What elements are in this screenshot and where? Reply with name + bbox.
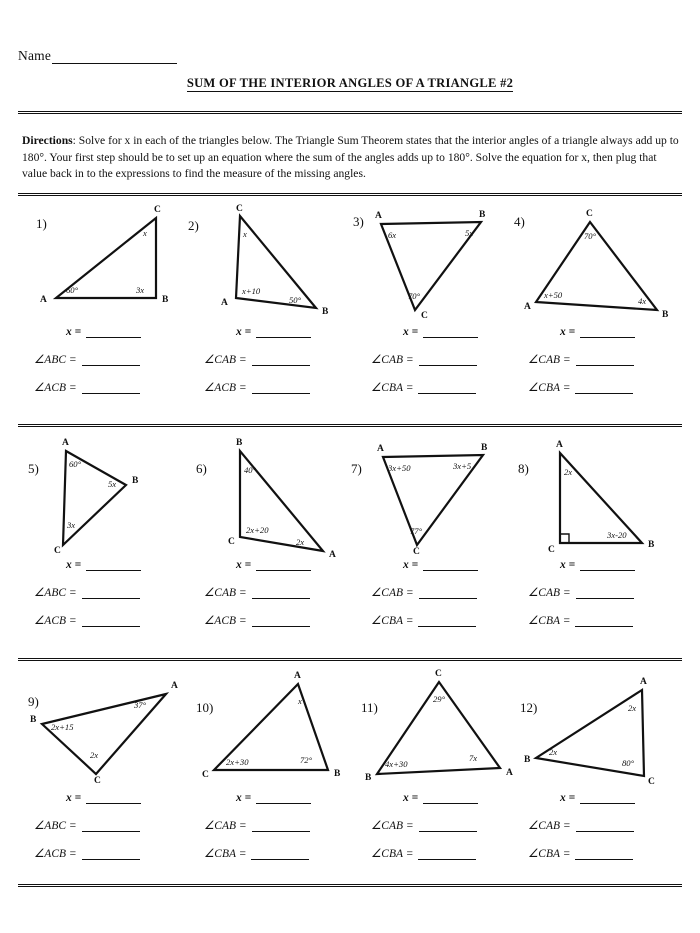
answer-blank[interactable]: [252, 354, 310, 366]
answer-blank[interactable]: [256, 326, 311, 338]
vertex-label-c: C: [236, 204, 243, 214]
vertex-label-c: C: [94, 776, 101, 786]
problem-10: [188, 666, 358, 886]
divider-row2: [18, 424, 682, 427]
answer-label: ∠ABC =: [34, 820, 77, 832]
vertex-label-b: B: [365, 773, 372, 783]
problem-5: [18, 433, 188, 653]
answer-row-x: [355, 792, 530, 804]
answer-label: ∠ABC =: [34, 587, 77, 599]
answer-label: ∠CBA =: [371, 382, 414, 394]
answer-row-angle: [18, 818, 193, 832]
answer-label: ∠ABC =: [34, 354, 77, 366]
answer-blank[interactable]: [82, 820, 140, 832]
answer-row-angle: [18, 846, 193, 860]
answer-blank[interactable]: [86, 559, 141, 571]
angle-label: 7x: [469, 753, 478, 763]
angle-label: 2x: [628, 703, 637, 713]
triangle-outline: [42, 694, 166, 774]
vertex-label-a: A: [556, 440, 563, 450]
angle-label: 2x+30: [226, 757, 249, 767]
vertex-label-c: C: [548, 545, 555, 555]
vertex-label-b: B: [30, 715, 37, 725]
answer-row-angle: [512, 380, 687, 394]
answer-blanks: [355, 326, 530, 408]
answer-blanks: [355, 559, 530, 641]
answer-row-angle: [18, 585, 193, 599]
answer-blank[interactable]: [423, 792, 478, 804]
angle-label: 29°: [433, 694, 446, 704]
vertex-label-c: C: [54, 546, 61, 556]
problem-number: 10): [196, 700, 214, 715]
vertex-label-b: B: [132, 476, 139, 486]
answer-row-angle: [355, 818, 530, 832]
problem-number: 3): [353, 214, 364, 229]
answer-label: x =: [66, 559, 82, 571]
answer-blanks: [188, 326, 363, 408]
name-blank[interactable]: [52, 51, 177, 64]
answer-label: ∠CBA =: [528, 848, 571, 860]
answer-blank[interactable]: [82, 615, 140, 627]
problem-1: [18, 200, 188, 420]
triangle-figure: [512, 666, 687, 791]
answer-blank[interactable]: [418, 615, 476, 627]
answer-row-angle: [188, 585, 363, 599]
vertex-label-a: A: [640, 677, 647, 687]
answer-label: ∠CAB =: [528, 587, 571, 599]
vertex-label-b: B: [481, 443, 488, 453]
answer-blank[interactable]: [580, 559, 635, 571]
divider-row3: [18, 658, 682, 661]
angle-label: 3x+50: [388, 463, 411, 473]
divider-top: [18, 111, 682, 114]
problem-number: 12): [520, 700, 538, 715]
answer-blank[interactable]: [575, 382, 633, 394]
answer-blank[interactable]: [419, 354, 477, 366]
answer-label: x =: [403, 559, 419, 571]
problem-number: 5): [28, 461, 39, 476]
answer-row-angle: [355, 380, 530, 394]
answer-label: ∠CAB =: [204, 354, 247, 366]
answer-label: ∠CAB =: [528, 820, 571, 832]
answer-blank[interactable]: [576, 820, 634, 832]
answer-label: ∠CAB =: [371, 354, 414, 366]
answer-blank[interactable]: [82, 382, 140, 394]
answer-blank[interactable]: [252, 382, 310, 394]
vertex-label-c: C: [202, 770, 209, 780]
answer-row-angle: [512, 846, 687, 860]
angle-label: 60°: [69, 459, 82, 469]
angle-label: 2x: [90, 750, 99, 760]
vertex-label-c: C: [435, 669, 442, 679]
answer-label: x =: [560, 792, 576, 804]
answer-blank[interactable]: [575, 615, 633, 627]
triangle-figure: [18, 666, 193, 791]
triangle-figure: [355, 200, 530, 325]
vertex-label-b: B: [648, 540, 655, 550]
answer-blanks: [188, 792, 363, 874]
name-label: Name: [18, 48, 52, 63]
vertex-label-b: B: [236, 438, 243, 448]
vertex-label-a: A: [375, 211, 382, 221]
answer-blank[interactable]: [86, 326, 141, 338]
angle-label: 3x: [67, 520, 76, 530]
name-field-row: [18, 48, 177, 64]
angle-label: 6x: [388, 230, 397, 240]
answer-row-angle: [512, 585, 687, 599]
directions-label: Directions: [22, 134, 73, 147]
answer-label: ∠CBA =: [528, 382, 571, 394]
answer-label: ∠CBA =: [371, 848, 414, 860]
answer-blank[interactable]: [418, 382, 476, 394]
answer-label: x =: [560, 326, 576, 338]
angle-label: 3x-20: [607, 530, 627, 540]
answer-row-angle: [188, 846, 363, 860]
problem-number: 4): [514, 214, 525, 229]
vertex-label-a: A: [506, 768, 513, 778]
answer-row-angle: [512, 818, 687, 832]
problem-number: 2): [188, 218, 199, 233]
answer-label: ∠ACB =: [34, 382, 77, 394]
answer-row-x: [355, 326, 530, 338]
answer-blank[interactable]: [256, 792, 311, 804]
vertex-label-a: A: [221, 298, 228, 308]
angle-label: 2x+20: [246, 525, 269, 535]
answer-label: ∠CBA =: [204, 848, 247, 860]
answer-blank[interactable]: [575, 848, 633, 860]
answer-row-angle: [188, 352, 363, 366]
angle-label: 5x: [465, 228, 474, 238]
answer-blank[interactable]: [576, 587, 634, 599]
angle-label: 50°: [289, 295, 302, 305]
answer-row-angle: [512, 613, 687, 627]
answer-blanks: [512, 559, 687, 641]
answer-blanks: [18, 326, 193, 408]
problem-number: 7): [351, 461, 362, 476]
problem-12: [512, 666, 682, 886]
answer-row-x: [18, 792, 193, 804]
answer-blanks: [355, 792, 530, 874]
answer-row-angle: [188, 613, 363, 627]
answer-row-angle: [355, 585, 530, 599]
vertex-label-b: B: [524, 755, 531, 765]
problem-6: [188, 433, 358, 653]
directions-text: : Solve for x in each of the triangles below. The Triangle Sum Theorem states that the interior angles of a triangle always add up to 180°. Your first step should be to set up an equation where the sum of the angles adds up to 180°. Solve the equation for x, then plug that value back in to the expressions to find the measure of the missing angles.: [22, 134, 679, 181]
problem-2: [188, 200, 358, 420]
answer-row-angle: [188, 818, 363, 832]
answer-blank[interactable]: [423, 326, 478, 338]
answer-blanks: [18, 559, 193, 641]
angle-label: x+50: [544, 290, 563, 300]
problem-3: [355, 200, 525, 420]
problem-number: 9): [28, 694, 39, 709]
vertex-label-a: A: [62, 438, 69, 448]
answer-row-angle: [355, 846, 530, 860]
answer-row-x: [512, 326, 687, 338]
triangle-figure: [512, 200, 687, 325]
answer-label: ∠CBA =: [528, 615, 571, 627]
answer-blank[interactable]: [252, 615, 310, 627]
vertex-label-a: A: [377, 444, 384, 454]
answer-row-x: [188, 792, 363, 804]
triangle-figure: [188, 433, 363, 558]
answer-label: x =: [236, 559, 252, 571]
problem-number: 8): [518, 461, 529, 476]
triangle-figure: [355, 666, 530, 791]
answer-blank[interactable]: [580, 326, 635, 338]
answer-row-x: [188, 326, 363, 338]
answer-label: x =: [403, 792, 419, 804]
answer-label: x =: [560, 559, 576, 571]
answer-blank[interactable]: [251, 848, 309, 860]
vertex-label-c: C: [228, 537, 235, 547]
problem-number: 11): [361, 700, 378, 715]
directions-block: [22, 133, 682, 183]
answer-row-angle: [188, 380, 363, 394]
answer-row-angle: [18, 352, 193, 366]
angle-label: 70°: [408, 291, 421, 301]
divider-row1: [18, 193, 682, 196]
angle-label: 4x: [638, 296, 647, 306]
triangle-figure: [18, 433, 193, 558]
angle-label: 2x: [549, 747, 558, 757]
angle-label: 60°: [66, 285, 79, 295]
answer-label: ∠CAB =: [528, 354, 571, 366]
answer-label: x =: [236, 792, 252, 804]
vertex-label-c: C: [586, 209, 593, 219]
answer-blanks: [512, 326, 687, 408]
problem-8: [512, 433, 682, 653]
answer-label: ∠ACB =: [34, 615, 77, 627]
vertex-label-b: B: [334, 769, 341, 779]
answer-row-x: [355, 559, 530, 571]
angle-label: 2x+15: [51, 722, 74, 732]
angle-label: 4x+30: [385, 759, 408, 769]
answer-blank[interactable]: [252, 820, 310, 832]
vertex-label-b: B: [479, 210, 486, 220]
angle-label: x+10: [242, 286, 261, 296]
angle-label: 5x: [108, 479, 117, 489]
angle-label: 70°: [584, 231, 597, 241]
angle-label: 3x: [136, 285, 145, 295]
answer-blank[interactable]: [82, 848, 140, 860]
problem-9: [18, 666, 188, 886]
answer-row-angle: [355, 613, 530, 627]
vertex-label-c: C: [421, 311, 428, 321]
answer-row-angle: [18, 380, 193, 394]
answer-blank[interactable]: [82, 354, 140, 366]
answer-blank[interactable]: [418, 848, 476, 860]
answer-row-x: [18, 326, 193, 338]
angle-label: x: [143, 228, 147, 238]
vertex-label-c: C: [648, 777, 655, 787]
problem-4: [512, 200, 682, 420]
answer-row-angle: [355, 352, 530, 366]
answer-blank[interactable]: [423, 559, 478, 571]
answer-row-angle: [18, 613, 193, 627]
answer-label: x =: [236, 326, 252, 338]
answer-blank[interactable]: [86, 792, 141, 804]
answer-blank[interactable]: [419, 587, 477, 599]
answer-label: x =: [66, 792, 82, 804]
triangle-figure: [188, 200, 363, 325]
answer-label: ∠ACB =: [204, 382, 247, 394]
vertex-label-b: B: [662, 310, 669, 320]
answer-blank[interactable]: [580, 792, 635, 804]
vertex-label-c: C: [154, 205, 161, 215]
angle-label: 3x+5: [453, 461, 472, 471]
answer-label: x =: [403, 326, 419, 338]
triangle-figure: [188, 666, 363, 791]
vertex-label-a: A: [294, 671, 301, 681]
page-title-text: SUM OF THE INTERIOR ANGLES OF A TRIANGLE #2: [186, 76, 514, 90]
page-title: [0, 76, 700, 91]
angle-label: 2x: [296, 537, 305, 547]
vertex-label-c: C: [413, 547, 420, 557]
answer-label: ∠CAB =: [371, 820, 414, 832]
answer-label: ∠CAB =: [371, 587, 414, 599]
problem-number: 1): [36, 216, 47, 231]
answer-blanks: [18, 792, 193, 874]
answer-blanks: [188, 559, 363, 641]
answer-blank[interactable]: [576, 354, 634, 366]
triangle-outline: [560, 453, 642, 543]
angle-label: x: [243, 229, 247, 239]
answer-label: x =: [66, 326, 82, 338]
answer-row-x: [512, 559, 687, 571]
vertex-label-a: A: [40, 295, 47, 305]
answer-label: ∠ACB =: [204, 615, 247, 627]
answer-label: ∠ACB =: [34, 848, 77, 860]
vertex-label-a: A: [524, 302, 531, 312]
angle-label: 77°: [410, 526, 423, 536]
vertex-label-a: A: [329, 550, 336, 560]
triangle-figure: [18, 200, 193, 325]
answer-row-angle: [512, 352, 687, 366]
answer-row-x: [512, 792, 687, 804]
problem-11: [355, 666, 525, 886]
vertex-label-a: A: [171, 681, 178, 691]
triangle-figure: [355, 433, 530, 558]
answer-blanks: [512, 792, 687, 874]
problem-7: [351, 433, 525, 653]
answer-label: ∠CBA =: [371, 615, 414, 627]
answer-blank[interactable]: [82, 587, 140, 599]
answer-row-x: [18, 559, 193, 571]
angle-label: 37°: [134, 700, 147, 710]
problem-number: 6): [196, 461, 207, 476]
answer-label: ∠CAB =: [204, 820, 247, 832]
answer-blank[interactable]: [252, 587, 310, 599]
triangle-figure: [512, 433, 687, 558]
vertex-label-b: B: [322, 307, 329, 317]
vertex-label-b: B: [162, 295, 169, 305]
angle-label: 80°: [622, 758, 635, 768]
angle-label: 72°: [300, 755, 313, 765]
answer-row-x: [188, 559, 363, 571]
answer-blank[interactable]: [419, 820, 477, 832]
angle-label: 2x: [564, 467, 573, 477]
answer-label: ∠CAB =: [204, 587, 247, 599]
right-angle-marker: [560, 534, 569, 543]
angle-label: x: [298, 696, 302, 706]
answer-blank[interactable]: [256, 559, 311, 571]
angle-label: 40°: [244, 465, 257, 475]
